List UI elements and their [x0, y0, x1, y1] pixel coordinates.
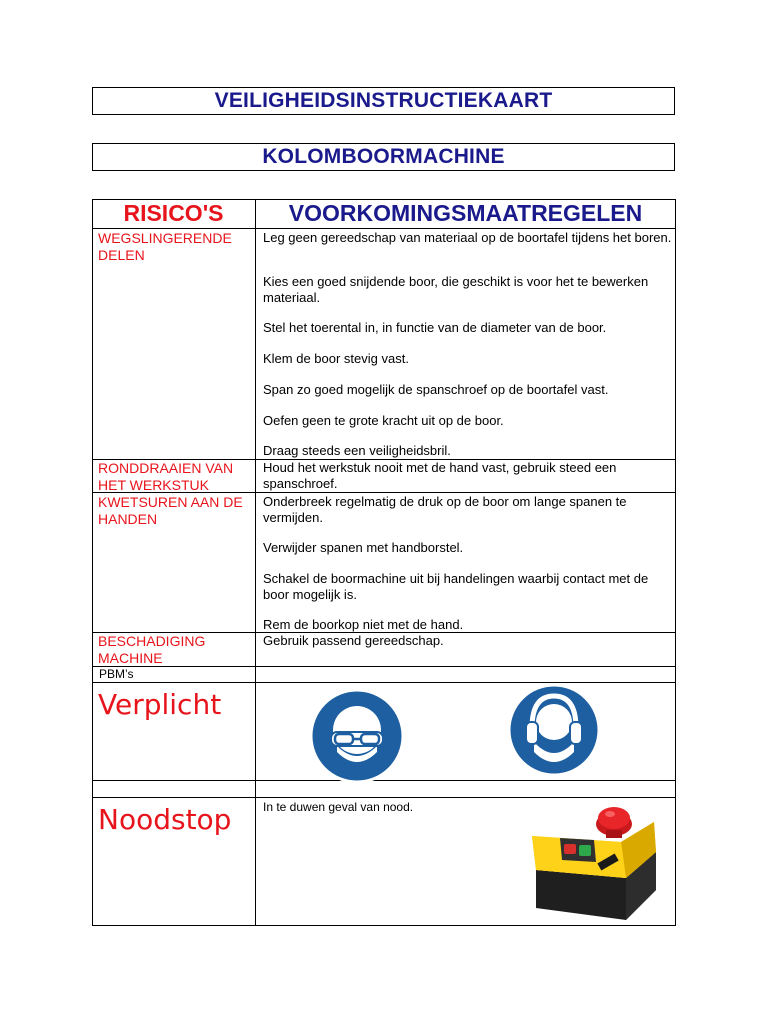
measure-text: Verwijder spanen met handborstel.	[263, 540, 464, 555]
ear-protection-icon	[506, 682, 602, 778]
safety-goggles-icon	[307, 686, 407, 786]
card-title: VEILIGHEIDSINSTRUCTIEKAART	[92, 87, 675, 115]
measure-text: Draag steeds een veiligheidsbril.	[263, 443, 451, 458]
risk-cell: BESCHADIGING MACHINE	[98, 633, 206, 666]
measure-text: Schakel de boormachine uit bij handelingen waarbij contact met de boor mogelijk is.	[263, 571, 649, 602]
measure-text: Stel het toerental in, in functie van de diameter van de boor.	[263, 320, 607, 335]
measure-text: Rem de boorkop niet met de hand.	[263, 617, 464, 632]
measures-header: VOORKOMINGSMAATREGELEN	[288, 200, 643, 226]
emergency-stop-text: In te duwen geval van nood.	[263, 800, 414, 814]
measure-text: Span zo goed mogelijk de spanschroef op de boortafel vast.	[263, 382, 609, 397]
risk-cell: KWETSUREN AAN DE HANDEN	[98, 494, 243, 527]
risk-cell: RONDDRAAIEN VAN HET WERKSTUK	[98, 460, 234, 493]
measure-text: Houd het werkstuk nooit met de hand vast, gebruik steed een spanschroef.	[263, 460, 617, 491]
measure-text: Klem de boor stevig vast.	[263, 351, 409, 366]
measure-text: Kies een goed snijdende boor, die geschikt is voor het te bewerken materiaal.	[263, 274, 649, 305]
emergency-stop-box	[526, 800, 666, 925]
pbm-label: PBM’s	[99, 667, 134, 681]
risk-cell: WEGSLINGERENDE DELEN	[98, 230, 232, 263]
machine-title: KOLOMBOORMACHINE	[92, 143, 675, 171]
measure-text: Leg geen gereedschap van materiaal op de boortafel tijdens het boren.	[263, 230, 672, 245]
measure-text: Onderbreek regelmatig de druk op de boor om lange spanen te vermijden.	[263, 494, 627, 525]
emergency-stop-label: Noodstop	[98, 803, 232, 836]
risks-header: RISICO'S	[123, 200, 224, 226]
measure-text: Gebruik passend gereedschap.	[263, 633, 444, 648]
mandatory-label: Verplicht	[98, 688, 222, 721]
measure-text: Oefen geen te grote kracht uit op de boor.	[263, 413, 504, 428]
